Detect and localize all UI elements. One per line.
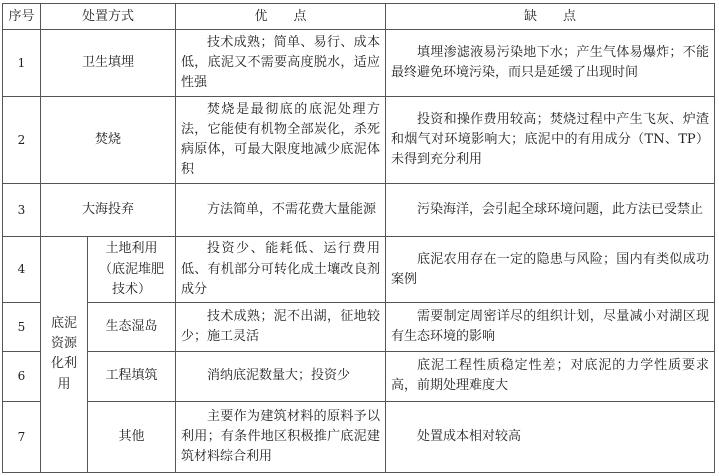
header-advantages: 优 点 bbox=[176, 4, 386, 30]
row-method: 其他 bbox=[88, 401, 176, 472]
table-row bbox=[3, 96, 715, 183]
table-row bbox=[3, 30, 715, 96]
row-advantages: 焚烧是最彻底的底泥处理方法，它能使有机物全部炭化，杀死病原体，可最大限度地减少底泥体积 bbox=[176, 96, 386, 183]
row-method: 卫生填埋 bbox=[41, 30, 176, 96]
row-method: 土地利用（底泥堆肥技术） bbox=[88, 236, 176, 302]
row-disadvantages: 需要制定周密详尽的组织计划，尽量减小对湖区现有生态环境的影响 bbox=[386, 303, 715, 352]
header-disadvantages: 缺 点 bbox=[386, 4, 715, 30]
table-row bbox=[3, 352, 715, 402]
row-advantages: 技术成熟；简单、易行、成本低，底泥又不需要高度脱水，适应性强 bbox=[176, 30, 386, 96]
row-no: 4 bbox=[3, 236, 41, 302]
row-advantages: 投资少、能耗低、运行费用低、有机部分可转化成土壤改良剂成分 bbox=[176, 236, 386, 302]
table-row bbox=[3, 184, 715, 237]
row-no: 5 bbox=[3, 303, 41, 352]
header-method: 处置方式 bbox=[41, 4, 176, 30]
row-disadvantages: 污染海洋，会引起全球环境问题，此方法已受禁止 bbox=[386, 184, 715, 237]
group-label: 底泥资源化利用 bbox=[41, 236, 88, 472]
row-disadvantages: 处置成本相对较高 bbox=[386, 401, 715, 472]
row-disadvantages: 填埋渗滤液易污染地下水；产生气体易爆炸；不能最终避免环境污染，而只是延缓了出现时间 bbox=[386, 30, 715, 96]
row-disadvantages: 投资和操作费用较高；焚烧过程中产生飞灰、炉渣和烟气对环境影响大；底泥中的有用成分（TN、TP）未得到充分利用 bbox=[386, 96, 715, 183]
row-no: 6 bbox=[3, 352, 41, 402]
row-method: 大海投弃 bbox=[41, 184, 176, 237]
table-row bbox=[3, 303, 715, 352]
header-no: 序号 bbox=[3, 4, 41, 30]
sediment-disposal-table bbox=[2, 3, 715, 473]
table-row bbox=[3, 236, 715, 302]
row-advantages: 技术成熟；泥不出湖，征地较少；施工灵活 bbox=[176, 303, 386, 352]
row-advantages: 方法简单，不需花费大量能源 bbox=[176, 184, 386, 237]
row-advantages: 主要作为建筑材料的原料予以利用；有条件地区积极推广底泥建筑材料综合利用 bbox=[176, 401, 386, 472]
row-method: 工程填筑 bbox=[88, 352, 176, 402]
row-method: 生态湿岛 bbox=[88, 303, 176, 352]
row-advantages: 消纳底泥数量大；投资少 bbox=[176, 352, 386, 402]
table-row bbox=[3, 401, 715, 472]
row-no: 2 bbox=[3, 96, 41, 183]
row-no: 1 bbox=[3, 30, 41, 96]
row-disadvantages: 底泥农用存在一定的隐患与风险；国内有类似成功案例 bbox=[386, 236, 715, 302]
row-no: 3 bbox=[3, 184, 41, 237]
row-disadvantages: 底泥工程性质稳定性差；对底泥的力学性质要求高，前期处理难度大 bbox=[386, 352, 715, 402]
row-no: 7 bbox=[3, 401, 41, 472]
header-row bbox=[3, 4, 715, 30]
row-method: 焚烧 bbox=[41, 96, 176, 183]
